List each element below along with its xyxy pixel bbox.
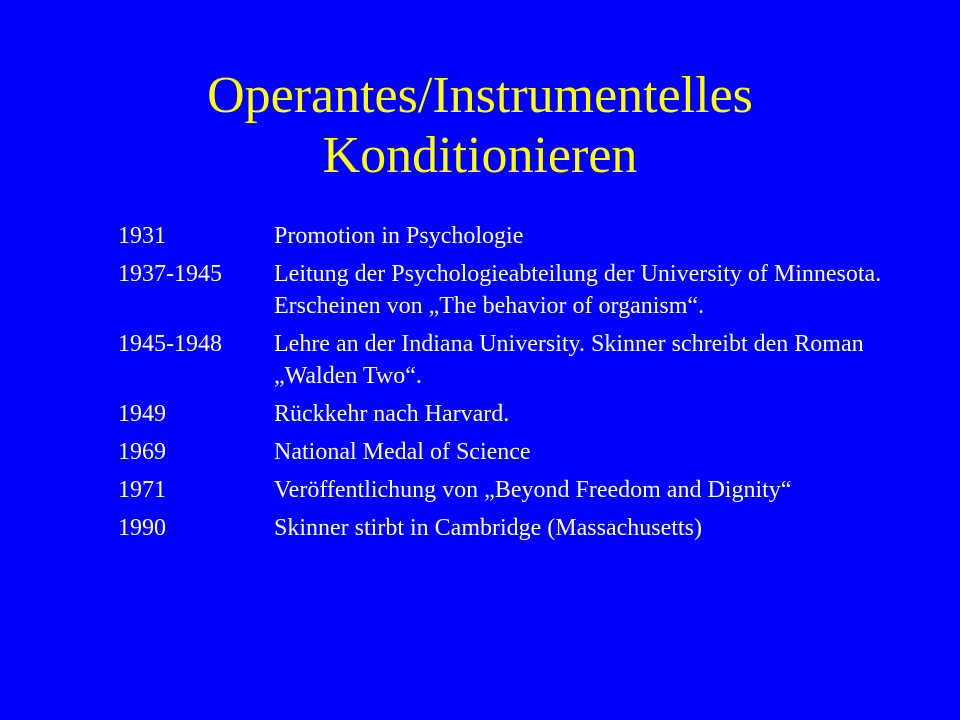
timeline-description: Veröffentlichung von „Beyond Freedom and Dignity“ bbox=[274, 477, 792, 503]
slide-title bbox=[0, 66, 960, 186]
timeline-entry bbox=[118, 398, 898, 430]
timeline-description: Promotion in Psychologie bbox=[274, 223, 524, 249]
timeline-entry bbox=[118, 436, 898, 468]
timeline-year: 1971 bbox=[118, 477, 166, 503]
timeline-description: Rückkehr nach Harvard. bbox=[274, 401, 510, 427]
timeline-year: 1945-1948 bbox=[118, 331, 222, 357]
timeline-list bbox=[118, 220, 898, 550]
timeline-description: Leitung der Psychologieabteilung der University of Minnesota. Erscheinen von „The behavior of organism“. bbox=[274, 261, 882, 319]
timeline-description: Skinner stirbt in Cambridge (Massachusetts) bbox=[274, 515, 702, 541]
timeline-entry bbox=[118, 220, 898, 252]
timeline-entry bbox=[118, 328, 898, 392]
timeline-year: 1949 bbox=[118, 401, 166, 427]
timeline-year: 1931 bbox=[118, 223, 166, 249]
timeline-year: 1969 bbox=[118, 439, 166, 465]
timeline-year: 1990 bbox=[118, 515, 166, 541]
timeline-entry bbox=[118, 474, 898, 506]
timeline-description: Lehre an der Indiana University. Skinner schreibt den Roman „Walden Two“. bbox=[274, 331, 864, 389]
slide-title-line-2: Konditionieren bbox=[322, 127, 638, 184]
slide-title-line-1: Operantes/Instrumentelles bbox=[207, 67, 753, 124]
timeline-entry bbox=[118, 258, 898, 322]
timeline-description: National Medal of Science bbox=[274, 439, 531, 465]
timeline-year: 1937-1945 bbox=[118, 261, 222, 287]
timeline-entry bbox=[118, 512, 898, 544]
